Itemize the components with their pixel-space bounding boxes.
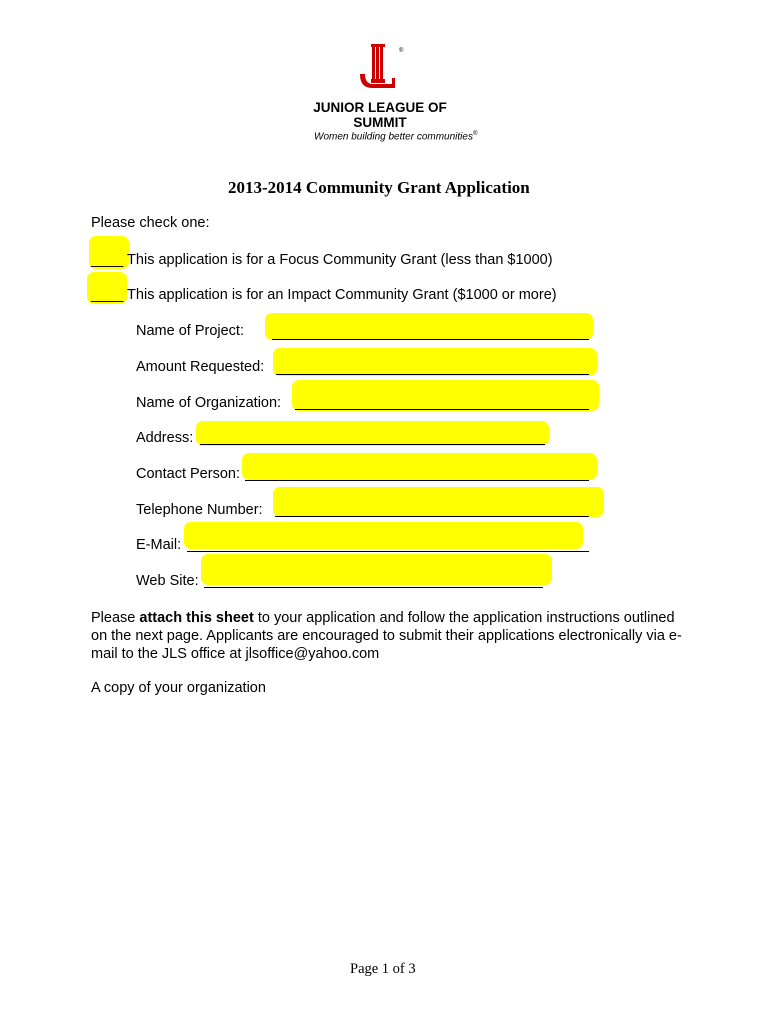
org-tagline: Women building better communities® xyxy=(314,131,478,143)
email-field[interactable] xyxy=(184,522,583,549)
address-label: Address: xyxy=(136,430,194,446)
junior-league-logo xyxy=(340,44,410,104)
org-name-line2: SUMMIT xyxy=(353,115,407,130)
focus-grant-blank[interactable]: ____ xyxy=(91,252,124,268)
website-line xyxy=(204,587,543,588)
contact-person-field[interactable] xyxy=(242,453,597,480)
focus-grant-label: This application is for a Focus Community Grant (less than $1000) xyxy=(127,252,553,268)
telephone-line xyxy=(275,516,589,517)
telephone-field[interactable] xyxy=(273,487,604,517)
email-label: E-Mail: xyxy=(136,537,182,553)
amount-requested-label: Amount Requested: xyxy=(136,359,265,375)
contact-person-label: Contact Person: xyxy=(136,466,240,482)
org-name-line1: JUNIOR LEAGUE OF xyxy=(313,100,447,115)
website-label: Web Site: xyxy=(136,573,199,589)
email-line xyxy=(187,551,589,552)
organization-name-line xyxy=(295,409,589,410)
website-field[interactable] xyxy=(201,554,552,585)
check-prompt: Please check one: xyxy=(91,215,210,231)
impact-grant-option xyxy=(91,287,557,303)
project-name-line xyxy=(272,339,589,340)
focus-grant-option xyxy=(91,252,553,268)
instructions-bold: attach this sheet xyxy=(139,610,254,626)
contact-person-line xyxy=(245,480,589,481)
impact-grant-label: This application is for an Impact Community Grant ($1000 or more) xyxy=(127,287,557,303)
page-number: Page 1 of 3 xyxy=(350,961,416,977)
amount-requested-field[interactable] xyxy=(273,348,597,376)
address-line xyxy=(200,444,545,445)
copy-note: A copy of your organization xyxy=(91,680,266,696)
telephone-label: Telephone Number: xyxy=(136,502,263,518)
organization-name-label: Name of Organization: xyxy=(136,395,282,411)
page-title: 2013-2014 Community Grant Application xyxy=(228,178,530,197)
address-field[interactable] xyxy=(196,421,549,446)
amount-requested-line xyxy=(276,374,589,375)
impact-grant-blank[interactable]: ____ xyxy=(91,287,124,303)
project-name-field[interactable] xyxy=(265,313,593,340)
registered-mark: ® xyxy=(399,48,404,54)
instructions-paragraph: Please attach this sheet to your application and follow the application instructions outlined on the next page. Applicants are encouraged to submit their applications electronically via e-mail to the JLS office at jlsoffice@yahoo.com xyxy=(91,610,682,662)
organization-name-field[interactable] xyxy=(292,380,599,411)
project-name-label: Name of Project: xyxy=(136,323,244,339)
